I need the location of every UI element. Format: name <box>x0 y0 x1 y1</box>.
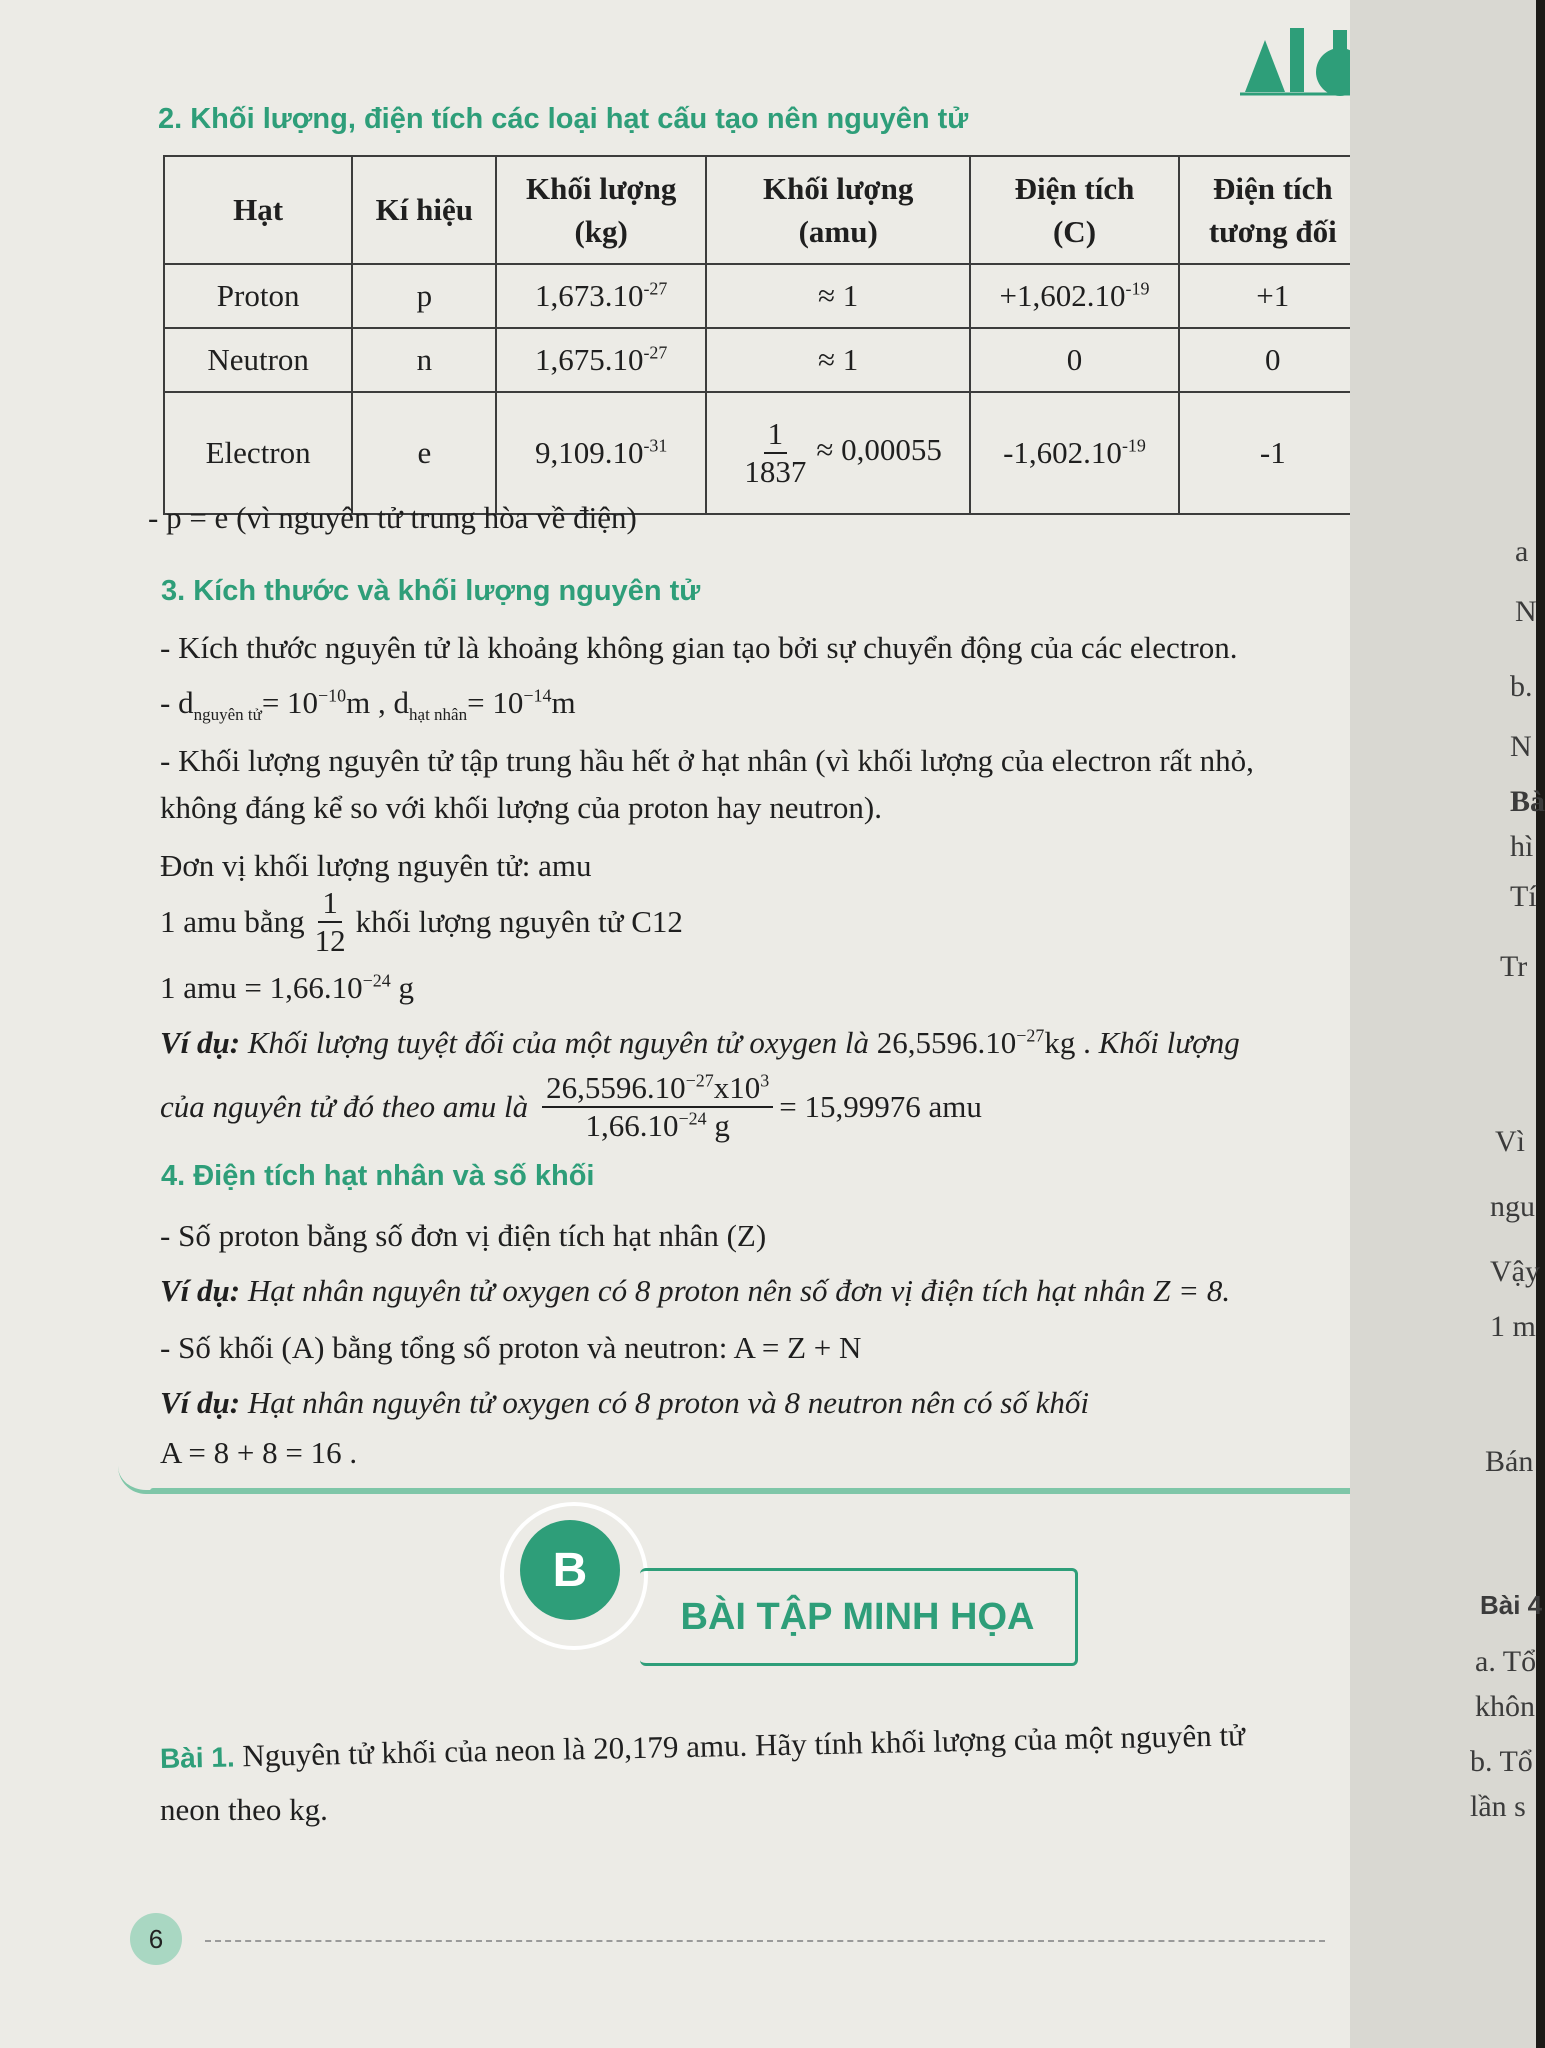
adjacent-fragment: Bán <box>1485 1445 1534 1478</box>
table-row <box>164 392 1367 514</box>
footer-rule <box>205 1940 1325 1942</box>
cell-mass-amu: ≈ 1 <box>706 264 971 328</box>
cell-particle: Proton <box>164 264 352 328</box>
example-oxygen-z: Ví dụ: Hạt nhân nguyên tử oxygen có 8 proton nên số đơn vị điện tích hạt nhân Z = 8. <box>160 1273 1231 1308</box>
cell-rel-charge: +1 <box>1179 264 1367 328</box>
mass-concentration-line: - Khối lượng nguyên tử tập trung hầu hết ở hạt nhân (vì khối lượng của electron rất nhỏ, <box>160 743 1254 778</box>
cell-symbol: p <box>352 264 496 328</box>
cell-particle: Neutron <box>164 328 352 392</box>
cell-charge: $-1,602.10^{-19}$ <box>970 392 1178 514</box>
fraction: $\frac{26,5596.10^{-27}x10^3}{1,66.10^{-24} g}$ <box>542 1070 773 1143</box>
cell-symbol: e <box>352 392 496 514</box>
section-3-title: 3. Kích thước và khối lượng nguyên tử <box>161 575 701 607</box>
proton-charge-line: - Số proton bằng số đơn vị điện tích hạt nhân (Z) <box>160 1218 767 1253</box>
diameter-formula: - $d_{nguyên tử}= 10^{-10}m$ , $d_{hạt nhân}= 10^{-14}m$ <box>160 685 576 725</box>
col-header: Khối lượng (kg) <box>496 156 705 264</box>
fraction: $\frac{1}{12}$ <box>314 885 346 958</box>
example-amu-calc: của nguyên tử đó theo amu là $\frac{26,5596.10^{-27}x10^3}{1,66.10^{-24} g}$ = 15,99976 amu <box>160 1070 982 1143</box>
note-p-equals-e: - p = e (vì nguyên tử trung hòa về điện) <box>148 500 637 535</box>
adjacent-fragment: Vậy <box>1490 1255 1540 1288</box>
section-b-badge: B <box>520 1520 620 1620</box>
cell-symbol: n <box>352 328 496 392</box>
mass-concentration-line-2: không đáng kể so với khối lượng của proton hay neutron). <box>160 790 882 825</box>
exercise-1-cont: neon theo kg. <box>160 1792 328 1827</box>
example-oxygen-a: Ví dụ: Hạt nhân nguyên tử oxygen có 8 proton và 8 neutron nên có số khối <box>160 1385 1089 1420</box>
amu-unit-line: Đơn vị khối lượng nguyên tử: amu <box>160 848 592 883</box>
section-b-title: BÀI TẬP MINH HỌA <box>680 1595 1035 1638</box>
adjacent-fragment: b. <box>1510 670 1533 703</box>
adjacent-fragment: a <box>1515 535 1529 568</box>
cell-mass-amu: $\frac{1}{1837}$ ≈ 0,00055 <box>706 392 971 514</box>
section-b-header <box>640 1568 1078 1666</box>
cell-charge: 0 <box>970 328 1178 392</box>
size-definition: - Kích thước nguyên tử là khoảng không gian tạo bởi sự chuyển động của các electron. <box>160 630 1238 665</box>
col-header: Điện tích (C) <box>970 156 1178 264</box>
table-header-row <box>164 156 1367 264</box>
adjacent-fragment: Tr <box>1500 950 1528 983</box>
adjacent-fragment: a. Tổ <box>1475 1645 1537 1678</box>
cell-mass-kg: $1,675.10^{-27}$ <box>496 328 705 392</box>
section-4-title: 4. Điện tích hạt nhân và số khối <box>161 1160 595 1192</box>
adjacent-fragment: hì <box>1510 830 1534 863</box>
adjacent-fragment: lần s <box>1470 1790 1526 1823</box>
cell-mass-amu: ≈ 1 <box>706 328 971 392</box>
example-oxygen-mass: Ví dụ: Khối lượng tuyệt đối của một nguyên tử oxygen là $26,5596.10^{-27}kg$ . Khối lượng <box>160 1025 1240 1060</box>
section-2-title: 2. Khối lượng, điện tích các loại hạt cấu tạo nên nguyên tử <box>158 103 969 135</box>
table-row <box>164 328 1367 392</box>
cell-charge: $+1,602.10^{-19}$ <box>970 264 1178 328</box>
amu-definition: 1 amu bằng $\frac{1}{12}$ khối lượng nguyên tử C12 <box>160 885 683 958</box>
frame-underline <box>150 1488 1370 1494</box>
adjacent-fragment: Vì <box>1495 1125 1525 1158</box>
col-header: Kí hiệu <box>352 156 496 264</box>
mass-number-equation: A = 8 + 8 = 16 . <box>160 1435 358 1470</box>
adjacent-page <box>1350 0 1545 2048</box>
cell-mass-kg: $1,673.10^{-27}$ <box>496 264 705 328</box>
adjacent-fragment: N <box>1510 730 1532 763</box>
col-header: Điện tích tương đối <box>1179 156 1367 264</box>
fraction: $\frac{1}{1837}$ <box>744 416 807 489</box>
particle-table <box>163 155 1368 515</box>
exercise-1: Bài 1. Nguyên tử khối của neon là 20,179 amu. Hãy tính khối lượng của một nguyên tử <box>159 1717 1246 1774</box>
adjacent-fragment: N <box>1515 595 1537 628</box>
amu-value: 1 amu = $1,66.10^{-24}$ g <box>160 970 414 1005</box>
cell-rel-charge: -1 <box>1179 392 1367 514</box>
adjacent-fragment: ngu <box>1490 1190 1535 1223</box>
adjacent-fragment: Bà <box>1510 785 1545 818</box>
adjacent-fragment: khôn <box>1475 1690 1535 1723</box>
col-header: Khối lượng (amu) <box>706 156 971 264</box>
adjacent-fragment: 1 m <box>1490 1310 1536 1343</box>
col-header: Hạt <box>164 156 352 264</box>
page-number: 6 <box>130 1913 182 1965</box>
adjacent-fragment: Bài 4 <box>1480 1590 1543 1620</box>
cell-particle: Electron <box>164 392 352 514</box>
cell-rel-charge: 0 <box>1179 328 1367 392</box>
mass-number-line: - Số khối (A) bằng tổng số proton và neutron: A = Z + N <box>160 1330 862 1365</box>
cell-mass-kg: $9,109.10^{-31}$ <box>496 392 705 514</box>
table-row <box>164 264 1367 328</box>
adjacent-fragment: b. Tổ <box>1470 1745 1533 1778</box>
adjacent-fragment: Tí <box>1510 880 1537 913</box>
